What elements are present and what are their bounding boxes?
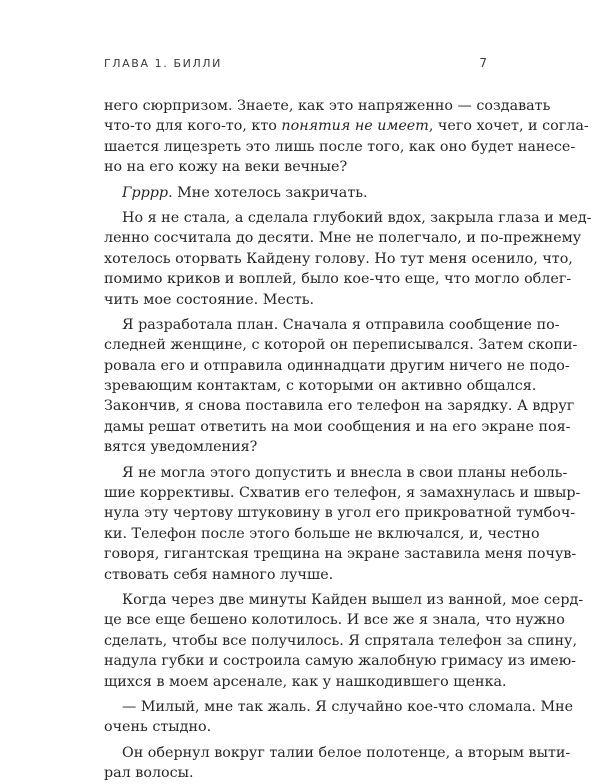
paragraph — [104, 590, 584, 692]
text-line: дамы решат ответить на мои сообщения и на его экране поя- — [104, 418, 571, 435]
text-line: рал волосы. — [104, 765, 194, 782]
text-line: Когда через две минуты Кайден вышел из ванной, мое серд- — [122, 591, 584, 608]
text-line: Я разработала план. Сначала я отправила сообщение по- — [122, 316, 560, 333]
text-line: но на его кожу на веки вечные? — [104, 159, 348, 176]
text-line: ствовать себя намного лучше. — [104, 566, 334, 583]
text-line: следней женщине, с которой он переписывался. Затем скопи- — [104, 337, 578, 354]
text-line: хотелось оторвать Кайдену голову. Но тут меня осенило, что, — [104, 250, 573, 267]
paragraph — [104, 183, 492, 203]
italic-text: Грррр — [122, 184, 169, 201]
text-line: сделать, чтобы все получилось. Я спрятала телефон за спину, — [104, 632, 577, 649]
text-line: очень стыдно. — [104, 719, 212, 736]
text-line: Закончив, я снова поставила его телефон на зарядку. А вдруг — [104, 398, 575, 415]
text-line: — Милый, мне так жаль. Я случайно кое-что сломала. Мне — [122, 698, 574, 715]
paragraph — [104, 96, 589, 178]
text-line: него сюрпризом. Знаете, как это напряженно — создавать — [104, 98, 551, 114]
text-line: Но я не стала, а сделала глубокий вдох, закрыла глаза и мед- — [122, 209, 592, 226]
text-line: шие коррективы. Схватив его телефон, я замахнулась и швыр- — [104, 485, 581, 502]
text-line: чить мое состояние. Месть. — [104, 291, 315, 308]
text-line: ки. Телефон после этого больше не включался, и, честно — [104, 525, 540, 542]
italic-text: понятия не имеет — [281, 118, 429, 135]
text-line: щихся в моем арсенале, как у нашкодившего щенка. — [104, 673, 507, 690]
paragraph — [104, 208, 592, 310]
text-line: помимо криков и воплей, было кое-что еще, что могло облег- — [104, 271, 572, 288]
text-line: ленно сосчитала до десяти. Мне не полегчало, и по-прежнему — [104, 230, 582, 247]
text-line: нула эту чертову штуковину в угол его прикроватной тумбоч- — [104, 505, 576, 522]
text-line: что-то для кого-то, кто понятия не имеет, чего хочет, и согла- — [104, 118, 589, 135]
paragraph — [104, 315, 578, 458]
text-line: надула губки и состроила самую жалобную гримасу из имею- — [104, 653, 576, 670]
text-line: ровала его и отправила одиннадцати другим ничего не подо- — [104, 357, 570, 374]
page-number: 7 — [479, 56, 487, 70]
text-line: шается лицезреть это лишь после того, как оно будет нанесе- — [104, 138, 576, 155]
paragraph — [104, 697, 574, 738]
text-line: говоря, гигантская трещина на экране заставила меня почув- — [104, 546, 577, 563]
paragraph — [104, 463, 581, 585]
text-line: Я не могла этого допустить и внесла в свои планы неболь- — [122, 464, 568, 481]
paragraph — [104, 743, 571, 784]
text-line: Грррр. Мне хотелось закричать. — [122, 184, 368, 201]
text-line: це все еще бешено колотилось. И все же я знала, что нужно — [104, 612, 565, 629]
text-line: зревающим контактам, с которыми он активно общался. — [104, 378, 537, 395]
text-line: вятся уведомления? — [104, 439, 258, 456]
running-head-chapter-title: ГЛАВА 1. БИЛЛИ — [104, 57, 223, 70]
text-line: Он обернул вокруг талии белое полотенце, а вторым выти- — [122, 744, 571, 761]
body-text — [104, 96, 592, 784]
